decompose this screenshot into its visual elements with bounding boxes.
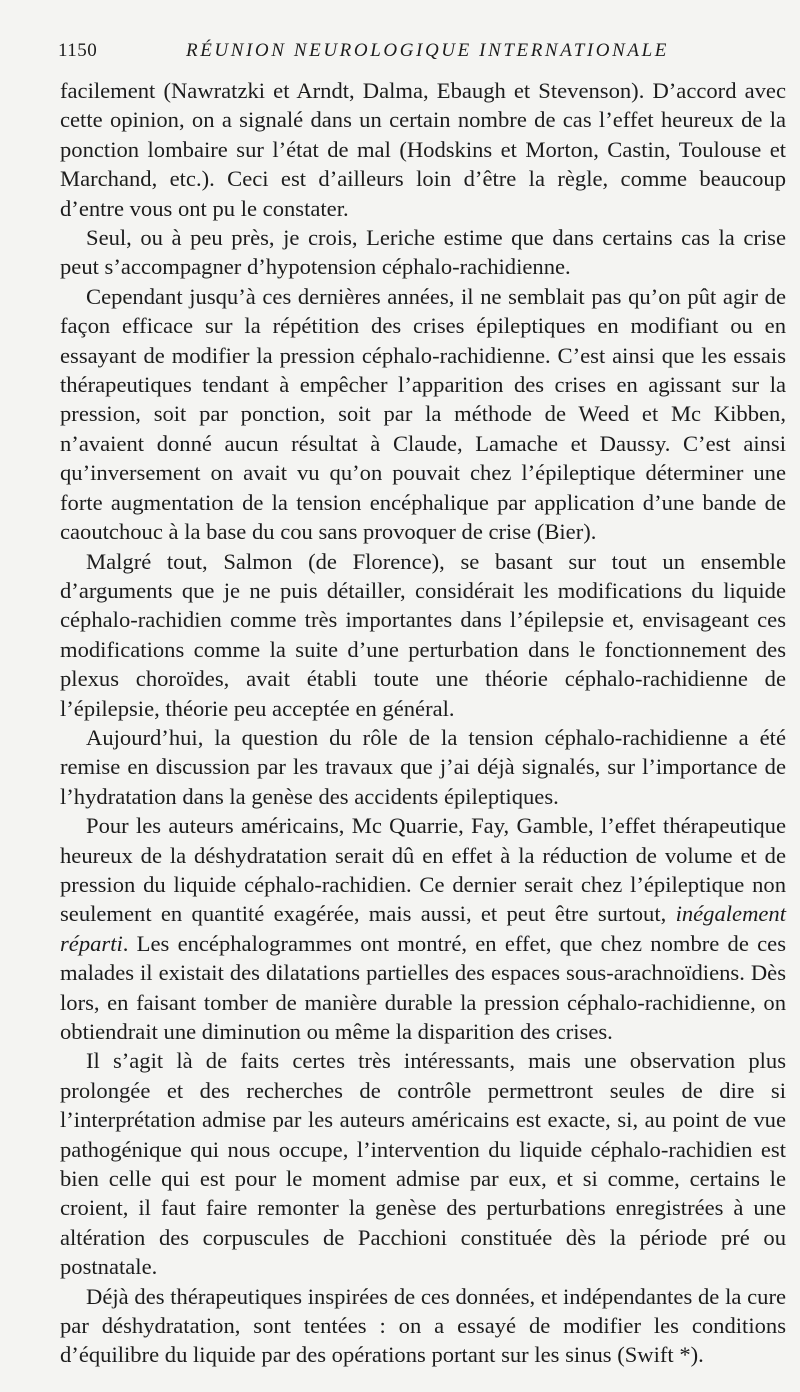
paragraph-1: facilement (Nawratzki et Arndt, Dalma, Ebaugh et Stevenson). D’accord avec cette opinion, on a signalé dans un certain nombre de cas l’effet heureux de la ponction lombaire sur l’état de mal (Hodskins et Morton, Castin, Toulouse et Marchand, etc.). Ceci est d’ailleurs loin d’être la règle, comme beaucoup d’entre vous ont pu le constater.	[60, 78, 786, 221]
running-head	[58, 40, 778, 68]
paragraph-6	[60, 811, 786, 1046]
paragraph-6-text-after: . Les encéphalogrammes ont montré, en effet, que chez nombre de ces malades il existait des dilatations partielles des espaces sous-arachnoïdiens. Dès lors, en faisant tomber de manière durable la pression céphalo-rachidienne, on obtiendrait une diminution ou même la disparition des crises.	[60, 930, 786, 1044]
paragraph-4: Malgré tout, Salmon (de Florence), se basant sur tout un ensemble d’arguments que je ne puis détailler, considérait les modifications du liquide céphalo-rachidien comme très importantes dans l’épilepsie et, envisageant ces modifications comme la suite d’une perturbation dans le fonctionnement des plexus choroïdes, avait établi toute une théorie céphalo-rachidienne de l’épilepsie, théorie peu acceptée en général.	[60, 548, 786, 721]
paragraph-8: Déjà des thérapeutiques inspirées de ces données, et indépendantes de la cure par déshydratation, sont tentées : on a essayé de modifier les conditions d’équilibre du liquide par des opérations portant sur les sinus (Swift *).	[60, 1283, 786, 1368]
page-number: 1150	[58, 40, 98, 61]
paragraph-6-emphasis: inégalement réparti	[60, 901, 786, 956]
paragraph-7: Il s’agit là de faits certes très intéressants, mais une observation plus prolongée et des recherches de contrôle permettront seules de dire si l’interprétation admise par les auteurs américains est exacte, si, au point de vue pathogénique qui nous occupe, l’intervention du liquide céphalo-rachidien est bien celle qui est pour le moment admise par eux, et si comme, certains le croient, il faut faire remonter la genèse des perturbations enregistrées à une altération des corpuscules de Pacchioni constituée dès la période pré ou postnatale.	[60, 1048, 786, 1280]
paragraph-3: Cependant jusqu’à ces dernières années, il ne semblait pas qu’on pût agir de façon efficace sur la répétition des crises épileptiques en modifiant ou en essayant de modifier la pression céphalo-rachidienne. C’est ainsi que les essais thérapeutiques tendant à empêcher l’apparition des crises en agissant sur la pression, soit par ponction, soit par la méthode de Weed et Mc Kibben, n’avaient donné aucun résultat à Claude, Lamache et Daussy. C’est ainsi qu’inversement on avait vu qu’on pouvait chez l’épileptique déterminer une forte augmentation de la tension encéphalique par application d’une bande de caoutchouc à la base du cou sans provoquer de crise (Bier).	[60, 283, 786, 545]
running-title: RÉUNION NEUROLOGIQUE INTERNATIONALE	[186, 40, 669, 61]
paragraph-2: Seul, ou à peu près, je crois, Leriche estime que dans certains cas la crise peut s’accompagner d’hypotension céphalo-rachidienne.	[60, 225, 786, 280]
body-text	[60, 76, 786, 1370]
paragraph-6-text-before: Pour les auteurs américains, Mc Quarrie, Fay, Gamble, l’effet thérapeutique heureux de la déshydratation serait dû en effet à la réduction de volume et de pression du liquide céphalo-rachidien. Ce dernier serait chez l’épileptique non seulement en quantité exagérée, mais aussi, et peut être surtout,	[60, 813, 786, 927]
paragraph-5: Aujourd’hui, la question du rôle de la tension céphalo-rachidienne a été remise en discussion par les travaux que j’ai déjà signalés, sur l’importance de l’hydratation dans la genèse des accidents épileptiques.	[60, 724, 786, 809]
